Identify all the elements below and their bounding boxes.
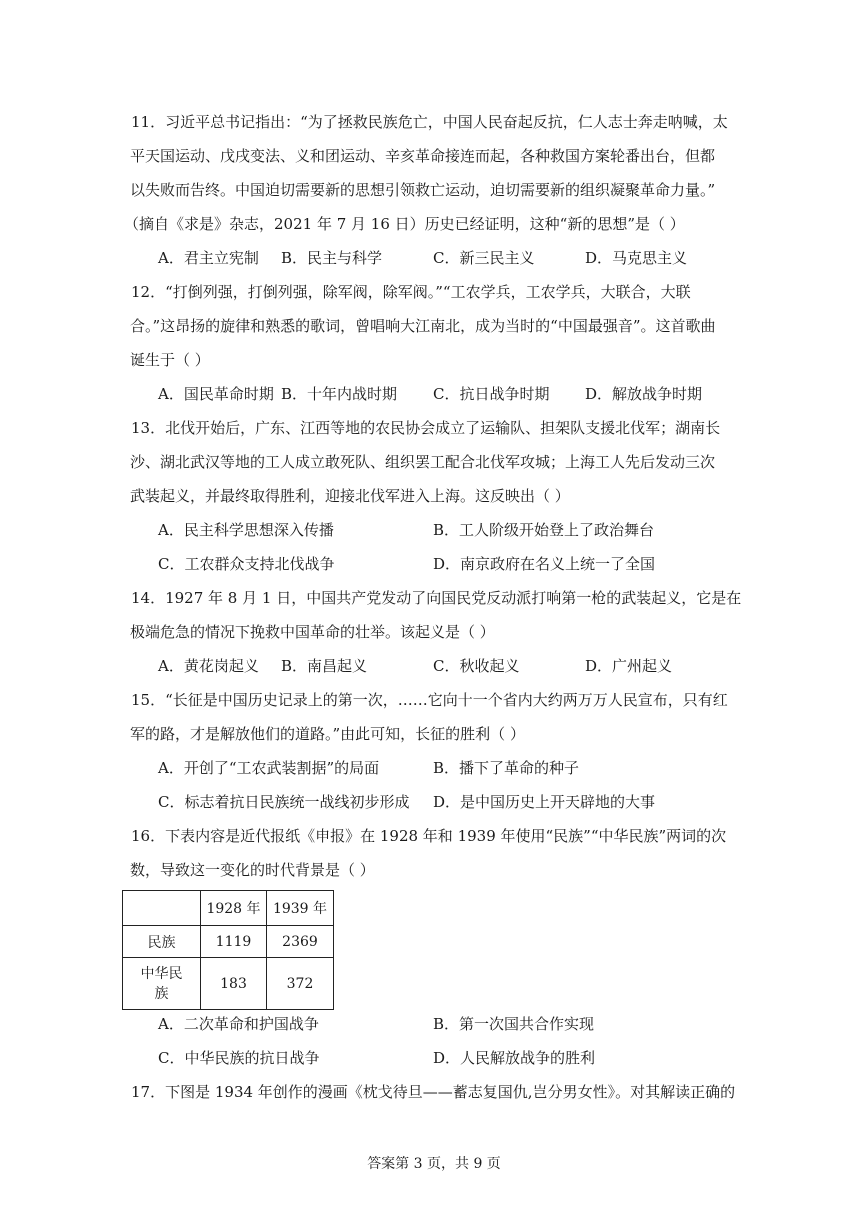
table-row	[123, 926, 334, 958]
option-c: C．抗日战争时期	[433, 385, 550, 403]
table-cell: 372	[267, 958, 334, 1010]
option-c: C．秋收起义	[433, 657, 520, 675]
question-11-line: （摘自《求是》杂志，2021 年 7 月 16 日）历史已经证明，这种“新的思想”是（ ）	[124, 215, 685, 233]
question-11-line: 以失败而告终。中国迫切需要新的思想引领救亡运动，迫切需要新的组织凝聚革命力量。”	[130, 181, 716, 199]
option-c: C．工农群众支持北伐战争	[158, 555, 335, 573]
question-13-line: 武装起义，并最终取得胜利，迎接北伐军进入上海。这反映出（ ）	[130, 487, 570, 505]
question-16-line: 数，导致这一变化的时代背景是（ ）	[130, 861, 375, 879]
option-c: C．标志着抗日民族统一战线初步形成	[158, 793, 410, 811]
page-footer: 答案第 3 页，共 9 页	[367, 1156, 501, 1172]
option-a: A．君主立宪制	[158, 249, 259, 267]
option-b: B．南昌起义	[281, 657, 368, 675]
table-row-label: 民族	[123, 926, 201, 958]
table-row	[123, 958, 334, 1010]
option-d: D．南京政府在名义上统一了全国	[433, 555, 656, 573]
option-b: B．十年内战时期	[281, 385, 398, 403]
question-15-line: 军的路，才是解放他们的道路。”由此可知，长征的胜利（ ）	[130, 725, 525, 743]
option-a: A．民主科学思想深入传播	[158, 521, 334, 539]
option-a: A．二次革命和护国战争	[158, 1015, 319, 1033]
table-cell: 2369	[267, 926, 334, 958]
question-17-line: 17．下图是 1934 年创作的漫画《枕戈待旦——蓄志复国仇,岂分男女性》。对其解读正确的	[131, 1083, 736, 1101]
question-13-line: 13．北伐开始后，广东、江西等地的农民协会成立了运输队、担架队支援北伐军；湖南长	[131, 419, 721, 437]
question-12-line: 12．“打倒列强，打倒列强，除军阀，除军阀。”“工农学兵，工农学兵，大联合，大联	[131, 283, 691, 301]
newspaper-word-count-table	[122, 890, 334, 1010]
option-d: D．是中国历史上开天辟地的大事	[433, 793, 656, 811]
table-corner-cell	[123, 891, 201, 926]
table-row-label: 中华民族	[123, 958, 201, 1010]
question-14-line: 极端危急的情况下挽救中国革命的壮举。该起义是（ ）	[130, 623, 495, 641]
option-b: B．第一次国共合作实现	[433, 1015, 595, 1033]
question-14-line: 14．1927 年 8 月 1 日，中国共产党发动了向国民党反动派打响第一枪的武装起义，它是在	[131, 589, 742, 607]
option-a: A．黄花岗起义	[158, 657, 259, 675]
table-header-cell: 1928 年	[201, 891, 267, 926]
question-13-line: 沙、湖北武汉等地的工人成立敢死队、组织罢工配合北伐军攻城；上海工人先后发动三次	[130, 453, 716, 471]
option-d: D．解放战争时期	[585, 385, 703, 403]
option-d: D．马克思主义	[585, 249, 688, 267]
question-11-line: 平天国运动、戊戌变法、义和团运动、辛亥革命接连而起，各种救国方案轮番出台，但都	[130, 147, 716, 165]
question-12-line: 诞生于（ ）	[130, 351, 210, 369]
option-b: B．工人阶级开始登上了政治舞台	[433, 521, 655, 539]
option-d: D．广州起义	[585, 657, 673, 675]
question-11-line: 11．习近平总书记指出：“为了拯救民族危亡，中国人民奋起反抗，仁人志士奔走呐喊，太	[131, 113, 728, 131]
option-b: B．播下了革命的种子	[433, 759, 580, 777]
table-cell: 1119	[201, 926, 267, 958]
table-header-cell: 1939 年	[267, 891, 334, 926]
option-c: C．新三民主义	[433, 249, 535, 267]
table-cell: 183	[201, 958, 267, 1010]
option-a: A．国民革命时期	[158, 385, 274, 403]
question-12-line: 合。”这昂扬的旋律和熟悉的歌词，曾唱响大江南北，成为当时的“中国最强音”。这首歌曲	[130, 317, 716, 335]
question-16-line: 16．下表内容是近代报纸《申报》在 1928 年和 1939 年使用“民族”“中华民族”两词的次	[131, 827, 727, 845]
table-header-row	[123, 891, 334, 926]
option-d: D．人民解放战争的胜利	[433, 1049, 596, 1067]
question-15-line: 15．“长征是中国历史记录上的第一次，……它向十一个省内大约两万万人民宣布，只有红	[131, 691, 728, 709]
option-c: C．中华民族的抗日战争	[158, 1049, 320, 1067]
option-b: B．民主与科学	[281, 249, 383, 267]
option-a: A．开创了“工农武装割据”的局面	[158, 759, 380, 777]
